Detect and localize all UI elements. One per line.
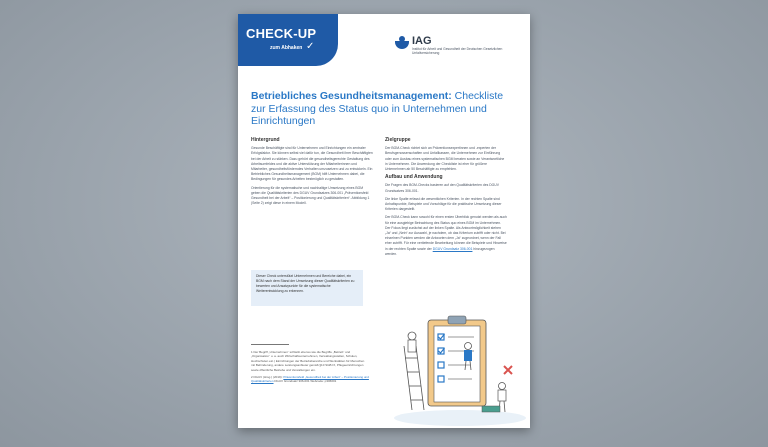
info-callout: Dieser Check unterstützt Unternehmen und Bereiche dabei, ein BGM nach dem Stand der Umsetzung dieser Qualitätskriterien zu bewerten und Ansatzpunkte für die systematische Weiterentwicklung zu erkennen. [251, 270, 363, 306]
background-paragraph-2: Orientierung für die systematische und nachhaltige Umsetzung eines BGM geben die Qualitätskriterien des DGUV Grundsatzes 306-001 „Präventionsfeld Gesundheit bei der Arbeit“ – Positionierung und Qualitätskriterien“. Abbildung 1 (Seite 2) zeigt diese in einem Modell. [251, 185, 370, 206]
structure-paragraph-3-text: Der BGM-Check kann sowohl für einen ersten Überblick genutzt werden als auch für eine ausgiebige Betrachtung des Status quo eines BGM im Unternehmen. Der Fokus liegt zunächst auf der linken Spalte. Als Antwortmöglichkeit stehen „Ja“ und „Nein“ zur Auswahl, je nachdem, ob das Kriterium zutrifft oder nicht. Bei einzelnen Punkten werden die Antworten dem „Ja“ zugeordnet, wenn der Fall eher zutrifft. Für eine vertiefende Bearbeitung können die Beispiele und Hinweise in der rechten Spalte sowie der [385, 215, 507, 251]
clipboard-illustration [390, 306, 530, 428]
footnotes [251, 350, 369, 387]
footnote-divider [251, 344, 289, 345]
document-page [238, 14, 530, 428]
structure-paragraph-2: Die linke Spalte erfasst die wesentlichen Kriterien. In der rechten Spalte sind Anhaltspunkte, Beispiele und Vorschläge für die praktische Umsetzung dieser Kriterien dargestellt. [385, 196, 502, 212]
structure-paragraph-1: Die Fragen des BGM-Checks basieren auf den Qualitätskriterien des DGUV Grundsatzes 306-001. [385, 183, 500, 193]
iag-logo [395, 36, 515, 62]
badge-subtitle: zum Abhaken [270, 45, 303, 51]
check-up-badge [238, 14, 338, 66]
section-heading-background: Hintergrund [251, 137, 280, 143]
right-column [385, 138, 507, 260]
dguv-link[interactable]: DGUV Grundsatz 306-001 [432, 246, 473, 251]
footnote-2 [251, 375, 369, 384]
footnote-2-prefix: 2 DGUV (Hrsg.) (2019): [251, 375, 284, 380]
page-title [251, 90, 516, 128]
logo-subtitle: Institut für Arbeit und Gesundheit der Deutschen Gesetzlichen Unfallversicherung [412, 47, 503, 55]
target-group-paragraph: Der BGM-Check richtet sich an Präventionsexpertinnen und -experten der Berufsgenossenschaften und Unfallkassen, die Unternehmen zur Einführung oder zum Ausbau eines systematischen BGM beraten sowie an Verantwortliche in Unternehmen. Die Anwendung der Checkliste ist eher für größere Unternehmen ab 50 Beschäftigte zu empfehlen. [385, 146, 505, 172]
section-heading-target-group: Zielgruppe [385, 137, 411, 143]
left-column [251, 138, 373, 209]
footnote-2-suffix: DGUV Grundsatz 306-001 Webcode: p306001 [273, 379, 337, 384]
logo-name: IAG [412, 35, 432, 47]
section-heading-structure: Aufbau und Anwendung [385, 174, 443, 181]
check-icon: ✓ [306, 41, 315, 52]
badge-title: CHECK-UP [246, 26, 317, 41]
structure-paragraph-3 [385, 215, 507, 257]
footnote-1: 1 Der Begriff „Unternehmen“ schließt ebenso wie die Begriffe „Betrieb“ und „Organisation“ u. a. auch Wirtschaftsunternehmen, Verwaltungsstellen, Schulen, Hochschulen etc.) Einrichtungen der Betriebsbereiche und Werkstätten für Menschen mit Behinderung, andere Leistungsanbieter gemäß §10 SGB IX, Pflegeeinrichtungen sowie öffentliche Betriebe und Verwaltungen ein. [251, 350, 365, 372]
structure-paragraph-3-end: hinzugezogen werden. [385, 246, 495, 256]
title-bold: Betriebliches Gesundheitsmanagement: [251, 90, 452, 102]
footnote-2-link[interactable]: Präventionsfeld „Gesundheit bei der Arbeit“ – Positionierung und Qualitätskriterien [251, 375, 369, 384]
iag-logo-icon [395, 36, 409, 50]
title-rest: Checkliste zur Erfassung des Status quo in Unternehmen und Einrichtungen [251, 90, 504, 127]
background-paragraph-1: Gesunde Beschäftigte sind für Unternehmen und Einrichtungen ein zentraler Erfolgsfaktor. Sie können selbst viel dafür tun, die Gesundheit ihrer Beschäftigten bei der Arbeit zu stärken. Dazu gehört die gesundheitsgerechte Gestaltung des Arbeitsumfeldes und die aktive Unterstützung der Mitarbeiterinnen und Mitarbeiter, gesundheitsförderndes Verhalten umzusetzen und zu entwickeln. Ein Betriebliches Gesundheitsmanagement (BGM) hilft Unternehmen dabei, die Bedingungen für gesundes Arbeiten bestmöglich zu gestalten. [251, 146, 373, 182]
